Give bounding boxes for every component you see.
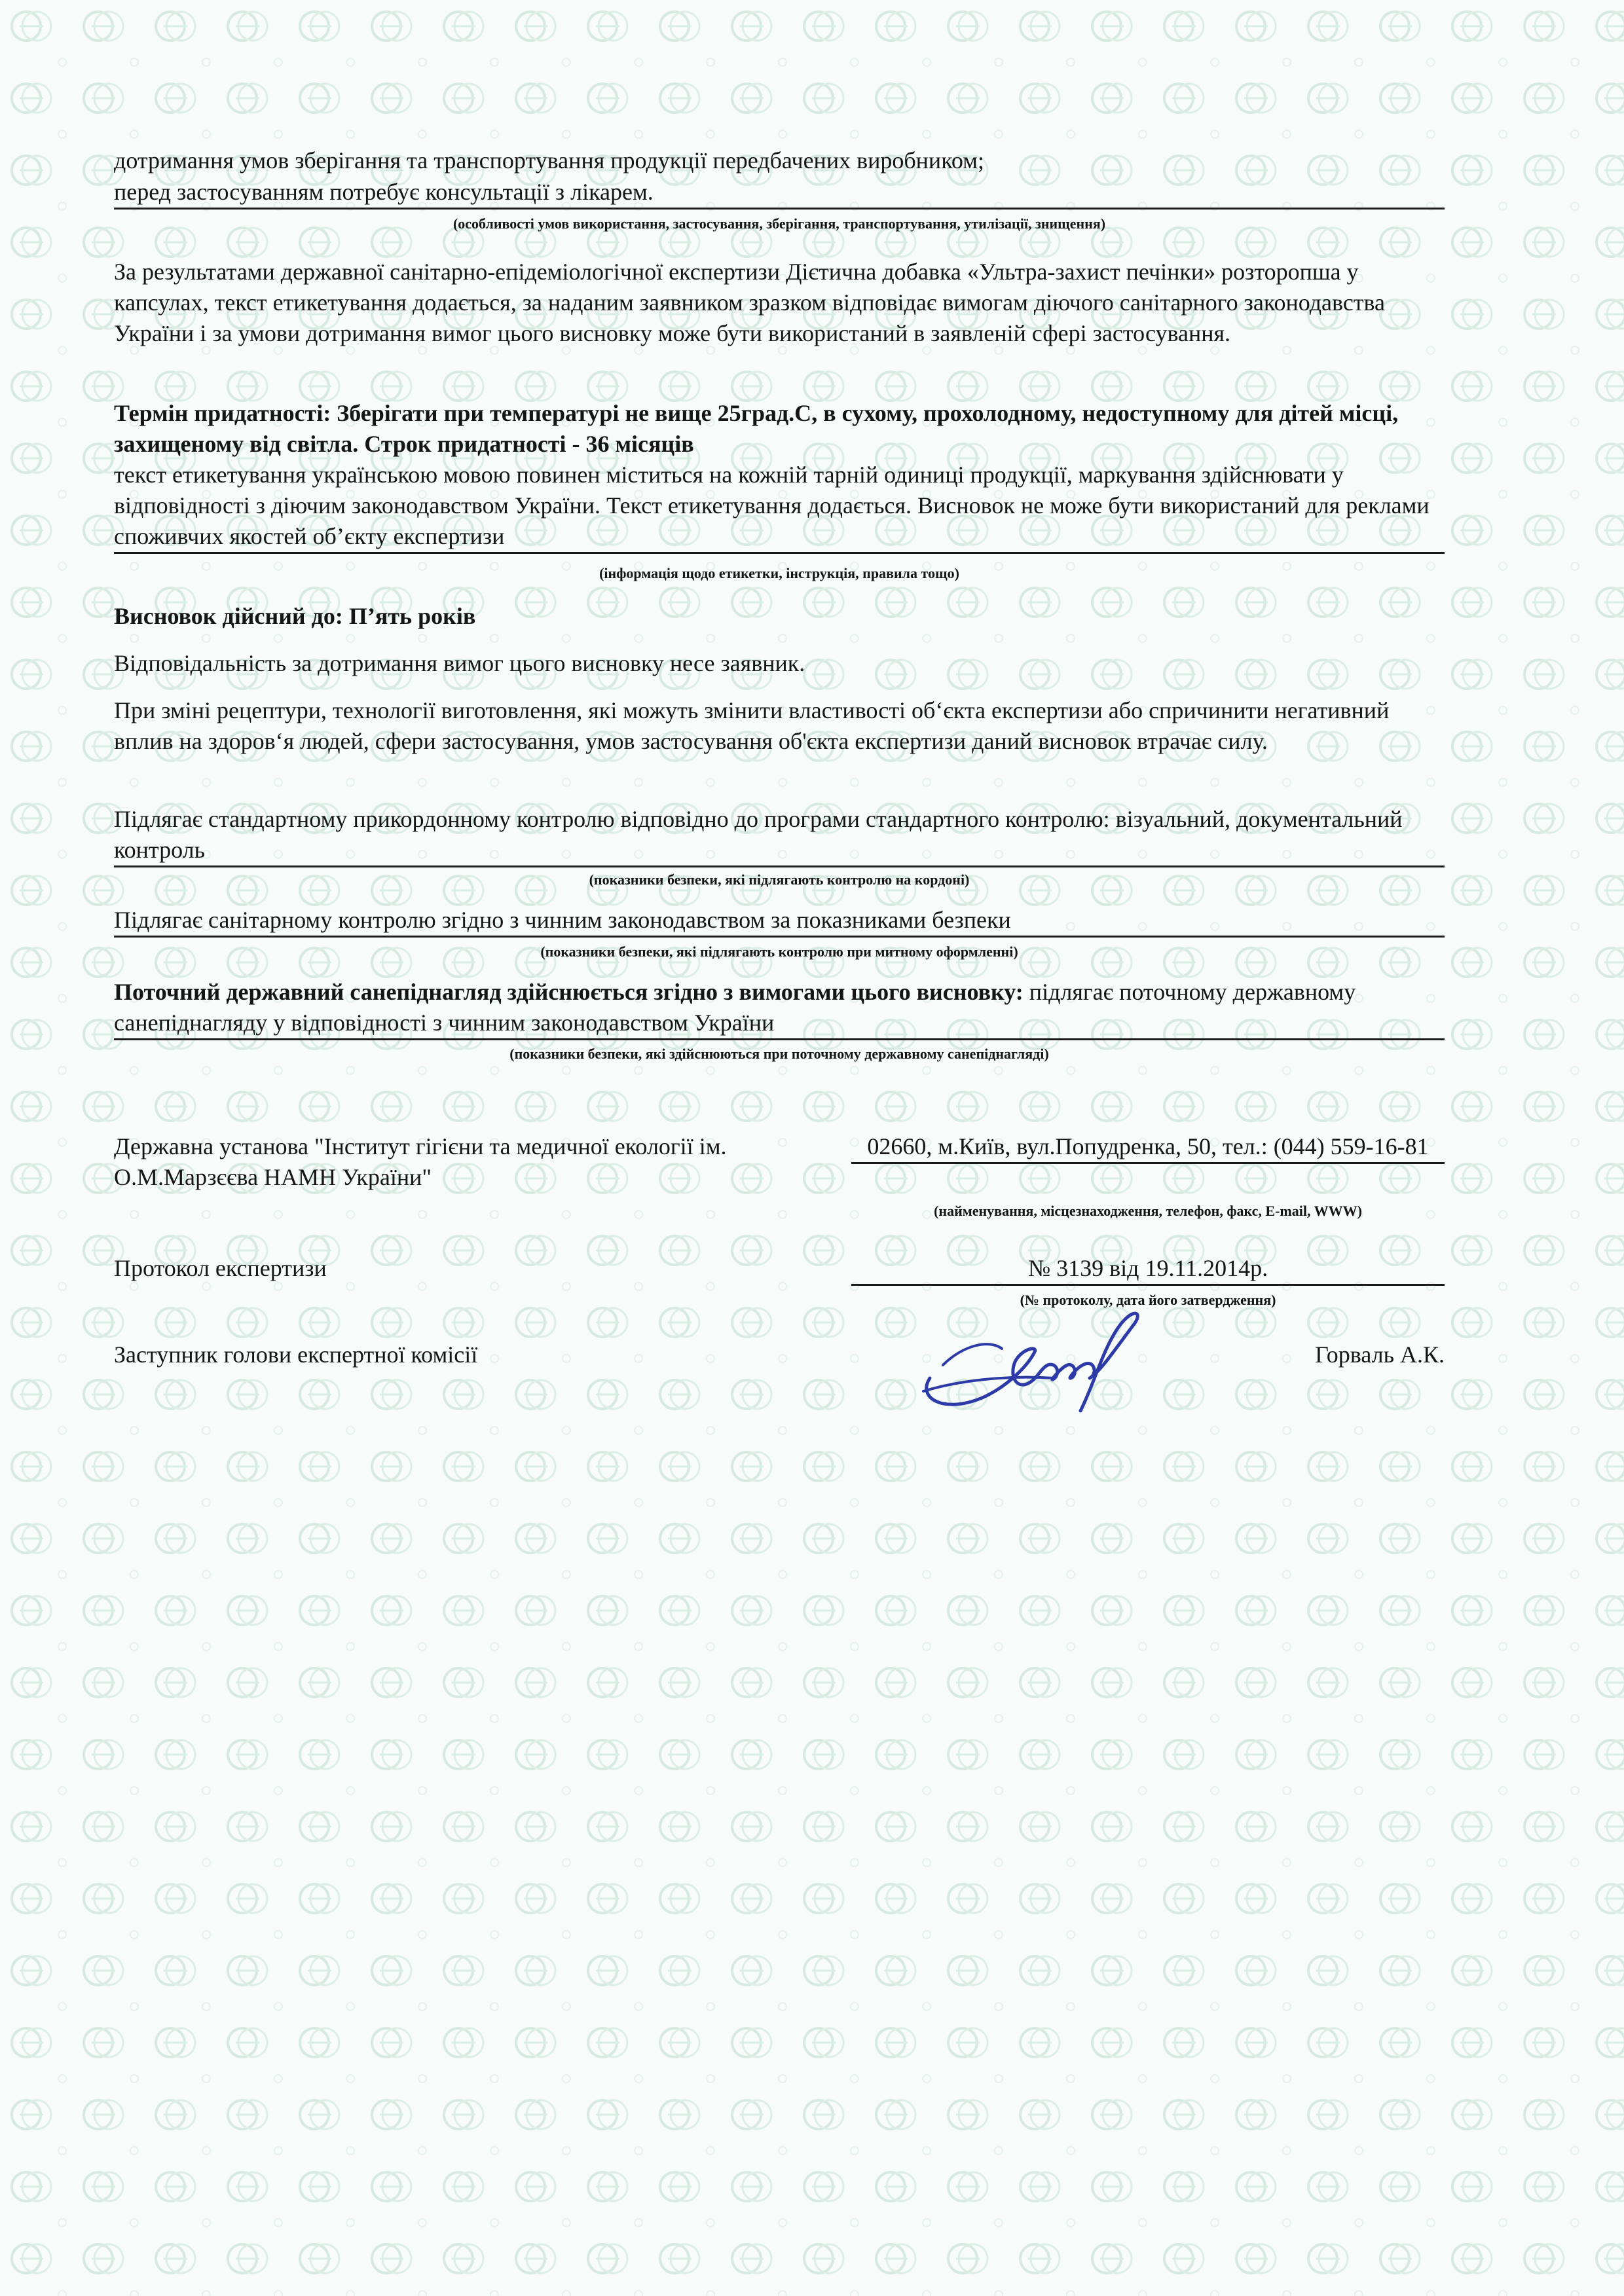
- border-control-caption: (показники безпеки, які підлягають контролю на кордоні): [589, 871, 970, 888]
- validity-line: Висновок дійсний до: П’ять років: [114, 603, 476, 629]
- border-control-text: Підлягає стандартному прикордонному контролю відповідно до програми стандартного контролю: візуальний, документальний контроль: [114, 804, 1445, 867]
- supervision-section: [114, 977, 1445, 1040]
- responsibility-line: Відповідальність за дотримання вимог цього висновку несе заявник.: [114, 650, 805, 676]
- shelf-life-title: Термін придатності: Зберігати при температурі не вище 25град.С, в сухому, прохолодному, недоступному для дітей місці, захищеному від світла. Строк придатності - 36 місяців: [114, 400, 1399, 457]
- supervision-caption: (показники безпеки, які здійснюються при поточному державному санепіднагляді): [509, 1046, 1049, 1062]
- protocol-value: № 3139 від 19.11.2014р.: [851, 1253, 1445, 1286]
- intro-line-2: перед застосуванням потребує консультації з лікарем.: [114, 177, 1445, 210]
- sanitary-control-text: Підлягає санітарному контролю згідно з чинним законодавством за показниками безпеки: [114, 905, 1445, 938]
- supervision-text: підлягає поточному державному санепіднагляду у відповідності з чинним законодавством України: [114, 979, 1356, 1036]
- supervision-title: Поточний державний санепіднагляд здійснюється згідно з вимогами цього висновку:: [114, 979, 1024, 1005]
- intro-caption: (особливості умов використання, застосування, зберігання, транспортування, утилізації, знищення): [452, 215, 1106, 232]
- sanitary-control-caption: (показники безпеки, які підлягають контролю при митному оформленні): [540, 943, 1018, 960]
- shelf-life-section: [114, 398, 1445, 554]
- signer-title: Заступник голови експертної комісії: [114, 1341, 478, 1368]
- intro-line-1: дотримання умов зберігання та транспортування продукції передбачених виробником;: [114, 147, 984, 173]
- institution-name: Державна установа "Інститут гігієни та медичної екології ім. О.М.Марзєєва НАМН України": [114, 1133, 727, 1190]
- expertise-paragraph: За результатами державної санітарно-епідеміологічної експертизи Дієтична добавка «Ультра-захист печінки» розторопша у капсулах, текст етикетування додається, за наданим заявником зразком відповідає вимогам діючого санітарного законодавства України і за умови дотримання вимог цього висновку може бути використаний в заявленій сфері застосування.: [114, 259, 1386, 346]
- change-paragraph: При зміні рецептури, технології виготовлення, які можуть змінити властивості об‘єкта експертизи або спричинити негативний вплив на здоров‘я людей, сфери застосування, умов застосування об'єкта експертизи даний висновок втрачає силу.: [114, 697, 1390, 754]
- protocol-label: Протокол експертизи: [114, 1255, 327, 1281]
- institution-address: 02660, м.Київ, вул.Попудренка, 50, тел.: (044) 559-16-81: [851, 1131, 1445, 1164]
- protocol-caption: (№ протоколу, дата його затвердження): [1020, 1292, 1276, 1308]
- institution-caption: (найменування, місцезнаходження, телефон, факс, E-mail, WWW): [934, 1203, 1362, 1219]
- signer-name: Горваль А.К.: [1315, 1341, 1445, 1368]
- signature-icon: [904, 1300, 1153, 1430]
- shelf-life-caption: (інформація щодо етикетки, інструкція, правила тощо): [599, 565, 959, 581]
- labeling-text: текст етикетування українською мовою повинен міститься на кожній тарній одиниці продукції, маркування здійснювати у відповідності з діючим законодавством України. Текст етикетування додається. Висновок не може бути використаний для реклами споживчих якостей об’єкту експертизи: [114, 462, 1430, 549]
